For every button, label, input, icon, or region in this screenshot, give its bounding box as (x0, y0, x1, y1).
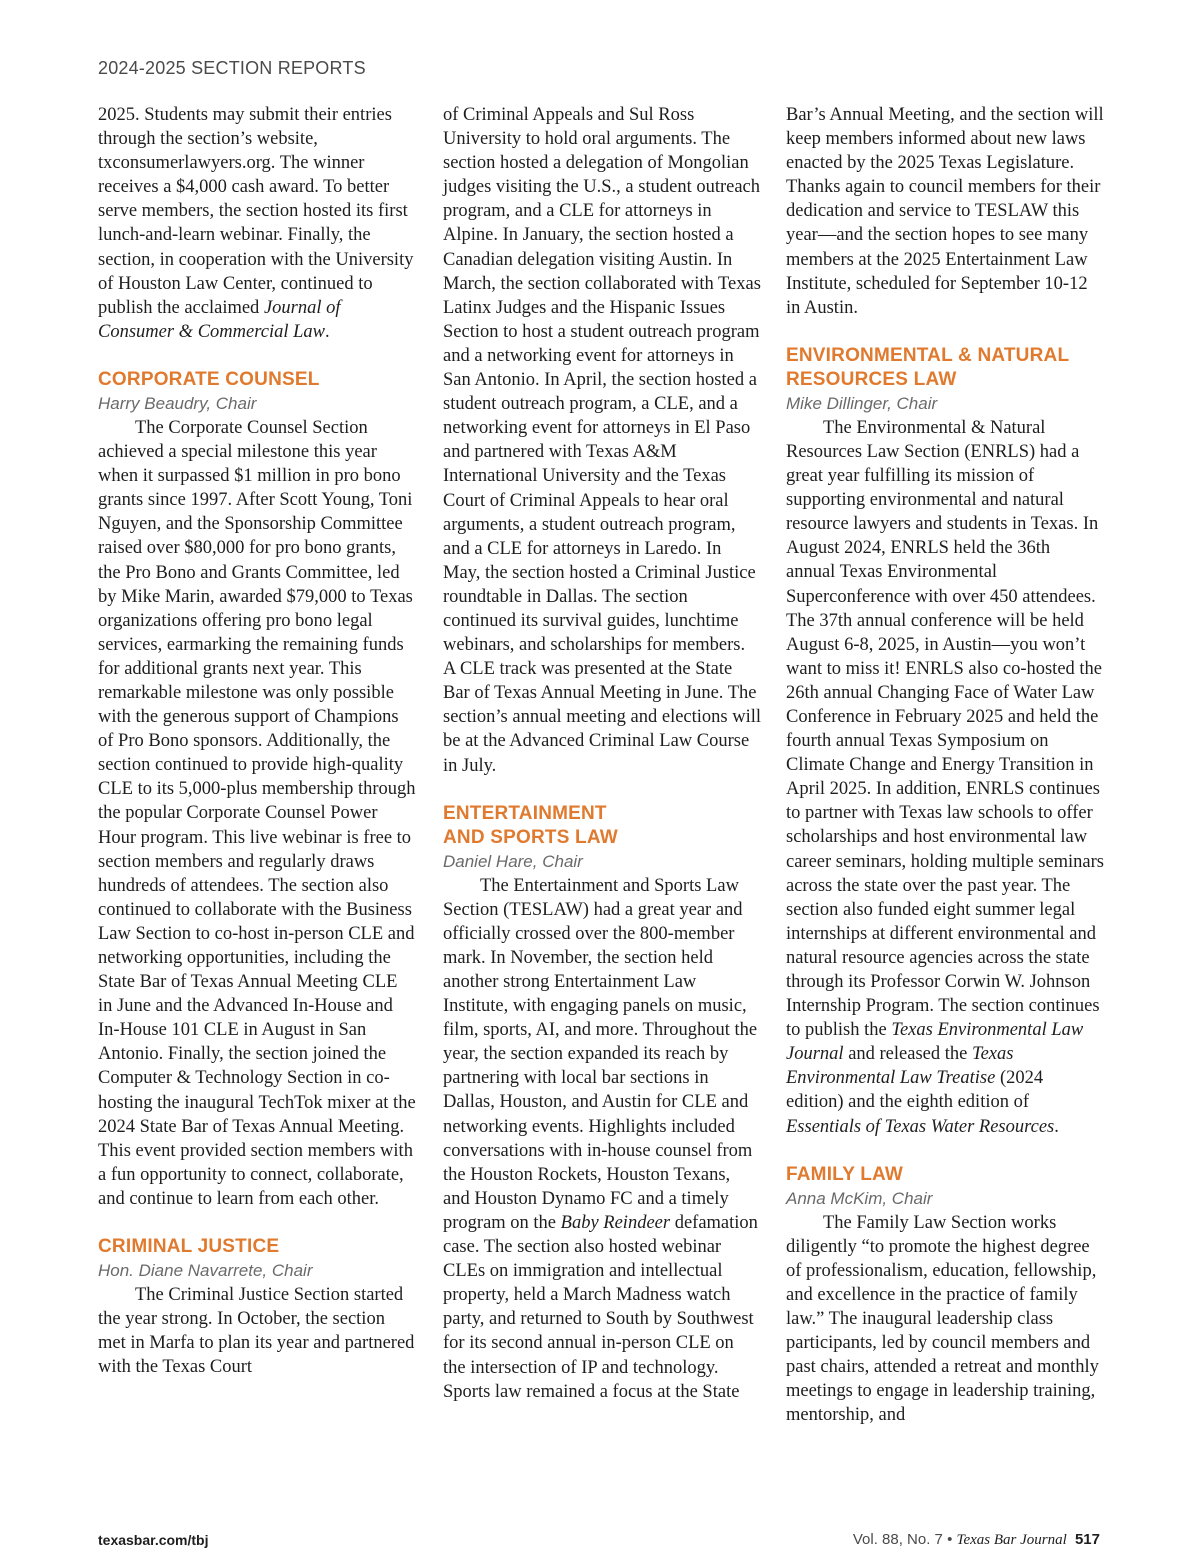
criminal-justice-continuation: of Criminal Appeals and Sul Ross University to hold oral arguments. The section hosted a delegation of Mongolian judges visiting the U.S., a student outreach program, and a CLE for attorneys in Alpine. In January, the section hosted a Canadian delegation visiting Austin. In March, the section collaborated with Texas Latinx Judges and the Hispanic Issues Section to host a student outreach program and a networking event for attorneys in San Antonio. In April, the section hosted a student outreach program, a CLE, and a networking event for attorneys in El Paso and partnered with Texas A&M International University and the Texas Court of Criminal Appeals to hear oral arguments, a student outreach program, and a CLE for attorneys in Laredo. In May, the section hosted a Criminal Justice roundtable in Dallas. The section continued its survival guides, lunchtime webinars, and scholarships for members. A CLE track was presented at the State Bar of Texas Annual Meeting in June. The section’s annual meeting and elections will be at the Advanced Criminal Law Course in July. (443, 105, 762, 776)
criminal-justice-chair: Hon. Diane Navarrete, Chair (98, 1261, 313, 1281)
publication-title: Essentials of Texas Water Resources (786, 1116, 1055, 1137)
entertainment-sports-body: The Entertainment and Sports Law Section (TESLAW) had a great year and officially crossed over the 800-member mark. In November, the section held another strong Entertainment Law Institute, with engaging panels on music, film, sports, AI, and more. Throughout the year, the section expanded its reach by partnering with local bar sections in Dallas, Houston, and Austin for CLE and networking events. Highlights included conversations with in-house counsel from the Houston Rockets, Houston Texans, and Houston Dynamo FC and a timely program on the Baby Reindeer defamation case. The section also hosted webinar CLEs on immigration and intellectual property, held a March Madness watch party, and returned to South by Southwest for its second annual in-person CLE on the intersection of IP and technology. Sports law remained a focus at the State (443, 875, 758, 1402)
corporate-counsel-heading: CORPORATE COUNSEL (98, 368, 320, 390)
corporate-counsel-body: The Corporate Counsel Section achieved a special milestone this year when it surpassed $1 million in pro bono grants since 1997. After Scott Young, Toni Nguyen, and the Sponsorship Committee raised over $80,000 for pro bono grants, the Pro Bono and Grants Committee, led by Mike Marin, awarded $79,000 to Texas organizations offering pro bono legal services, earmarking the remaining funds for additional grants next year. This remarkable milestone was only possible with the generous support of Champions of Pro Bono sponsors. Additionally, the section continued to provide high-quality CLE to its 5,000-plus membership through the popular Corporate Counsel Power Hour program. This live webinar is free to section members and regularly draws hundreds of attendees. The section also continued to collaborate with the Business Law Section to co-host in-person CLE and networking opportunities, including the State Bar of Texas Annual Meeting CLE in June and the Advanced In-House and In-House 101 CLE in August in San Antonio. Finally, the section joined the Computer & Technology Section in co-hosting the inaugural TechTok mixer at the 2024 State Bar of Texas Annual Meeting. This event provided section members with a fun opportunity to connect, collaborate, and continue to learn from each other. (98, 417, 416, 1209)
footer-website: texasbar.com/tbj (98, 1532, 209, 1548)
column-2 (443, 103, 761, 1404)
column-3 (786, 103, 1104, 1428)
entertainment-sports-chair: Daniel Hare, Chair (443, 851, 583, 871)
environmental-heading: ENVIRONMENTAL & NATURAL RESOURCES LAW (786, 344, 1070, 390)
case-title: Baby Reindeer (560, 1212, 671, 1233)
environmental-body: The Environmental & Natural Resources Law Section (ENRLS) had a great year fulfilling its mission of supporting environmental and natural resource lawyers and students in Texas. In August 2024, ENRLS held the 36th annual Texas Environmental Superconference with over 450 attendees. The 37th annual conference will be held August 6-8, 2025, in Austin—you won’t want to miss it! ENRLS also co-hosted the 26th annual Changing Face of Water Law Conference in February 2025 and held the fourth annual Texas Symposium on Climate Change and Energy Transition in April 2025. In addition, ENRLS continues to partner with Texas law schools to offer scholarships and host environmental law career seminars, holding multiple seminars across the state over the past year. The section also funded eight summer legal internships at different environmental and natural resource agencies across the state through its Professor Corwin W. Johnson Internship Program. The section continues to publish the Texas Environmental Law Journal and released the Texas Environmental Law Treatise (2024 edition) and the eighth edition of Essentials of Texas Water Resources. (786, 417, 1105, 1137)
footer-bullet: • (947, 1531, 953, 1548)
footer-journal: Texas Bar Journal (956, 1532, 1067, 1548)
footer-volume: Vol. 88, No. 7 (852, 1531, 943, 1548)
publication-title: Texas Environmental Law Treatise (786, 1044, 1014, 1089)
footer-issue (853, 1531, 1100, 1549)
family-law-heading: FAMILY LAW (786, 1163, 904, 1185)
entertainment-sports-continuation: Bar’s Annual Meeting, and the section will keep members informed about new laws enacted by the 2025 Texas Legislature. Thanks again to council members for their dedication and service to TESLAW this year—and the section hopes to see many members at the 2025 Entertainment Law Institute, scheduled for September 10-12 in Austin. (786, 105, 1104, 318)
criminal-justice-heading: CRIMINAL JUSTICE (98, 1236, 280, 1258)
page-header: 2024-2025 SECTION REPORTS (98, 58, 366, 78)
publication-title: Texas Environmental Law Journal (786, 1020, 1084, 1065)
environmental-chair: Mike Dillinger, Chair (786, 393, 938, 413)
entertainment-sports-heading: ENTERTAINMENT AND SPORTS LAW (443, 802, 618, 848)
corporate-counsel-chair: Harry Beaudry, Chair (98, 393, 257, 413)
column-1 (98, 103, 416, 1379)
family-law-chair: Anna McKim, Chair (786, 1188, 933, 1208)
consumer-law-continuation: 2025. Students may submit their entries through the section’s website, txconsumerlawyers.org. The winner receives a $4,000 cash award. To better serve members, the section hosted its first lunch-and-learn webinar. Finally, the section, in cooperation with the University of Houston Law Center, continued to publish the acclaimed Journal of Consumer & Commercial Law. (98, 105, 414, 342)
family-law-body: The Family Law Section works diligently “to promote the highest degree of professionalism, education, fellowship, and excellence in the practice of family law.” The inaugural leadership class participants, led by council members and past chairs, attended a retreat and monthly meetings to engage in leadership training, mentorship, and (786, 1212, 1099, 1426)
journal-title: Journal of Consumer & Commercial Law (98, 297, 341, 342)
criminal-justice-body: The Criminal Justice Section started the year strong. In October, the section met in Marfa to plan its year and partnered with the Texas Court (98, 1285, 415, 1378)
page-number: 517 (1074, 1531, 1100, 1548)
